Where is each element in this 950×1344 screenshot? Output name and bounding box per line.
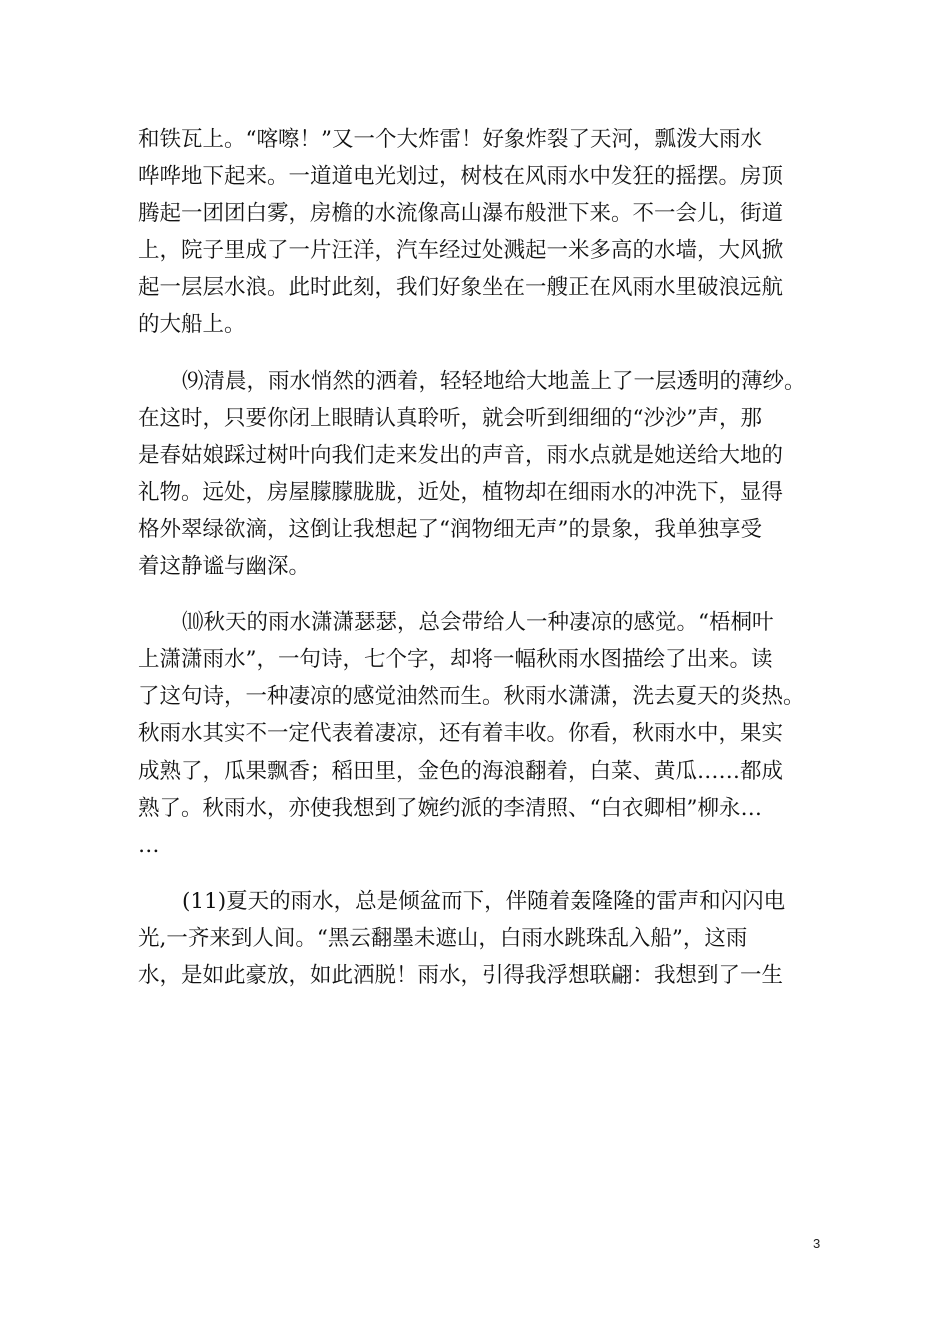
text-line: 起一层层水浪。此时此刻，我们好象坐在一艘正在风雨水里破浪远航 — [138, 275, 784, 301]
page-number: 3 — [813, 1236, 821, 1251]
text-line: … — [138, 832, 160, 858]
text-line: 格外翠绿欲滴，这倒让我想起了“润物细无声”的景象，我单独享受 — [138, 516, 762, 542]
text-line: 礼物。远处，房屋朦朦胧胧，近处，植物却在细雨水的冲洗下，显得 — [138, 479, 784, 505]
text-line: 在这时，只要你闭上眼睛认真聆听，就会听到细细的“沙沙”声，那 — [138, 405, 762, 431]
paragraph-morning — [138, 363, 818, 586]
text-line: 是春姑娘踩过树叶向我们走来发出的声音，雨水点就是她送给大地的 — [138, 442, 784, 468]
text-line: 的大船上。 — [138, 312, 246, 338]
text-line: 哗哗地下起来。一道道电光划过，树枝在风雨水中发狂的摇摆。房顶 — [138, 164, 784, 190]
paragraph-autumn — [138, 604, 818, 864]
text-line: ⑽秋天的雨水潇潇瑟瑟，总会带给人一种凄凉的感觉。“梧桐叶 — [182, 610, 774, 636]
paragraph-summer — [138, 883, 818, 994]
text-line: 成熟了，瓜果飘香；稻田里，金色的海浪翻着，白菜、黄瓜……都成 — [138, 758, 784, 784]
text-line: 腾起一团团白雾，房檐的水流像高山瀑布般泄下来。不一会儿，街道 — [138, 201, 784, 227]
text-line: 上，院子里成了一片汪洋，汽车经过处溅起一米多高的水墙，大风掀 — [138, 238, 784, 264]
text-line: ⑼清晨，雨水悄然的洒着，轻轻地给大地盖上了一层透明的薄纱。 — [182, 368, 806, 394]
body-text — [138, 121, 818, 994]
text-line: 着这静谧与幽深。 — [138, 554, 311, 580]
text-line: (11)夏天的雨水，总是倾盆而下，伴随着轰隆隆的雷声和闪闪电 — [182, 888, 786, 914]
paragraph-storm — [138, 121, 818, 344]
text-line: 秋雨水其实不一定代表着凄凉，还有着丰收。你看，秋雨水中，果实 — [138, 721, 784, 747]
text-line: 熟了。秋雨水，亦使我想到了婉约派的李清照、“白衣卿相”柳永… — [138, 795, 762, 821]
text-line: 了这句诗，一种凄凉的感觉油然而生。秋雨水潇潇，洗去夏天的炎热。 — [138, 684, 805, 710]
text-line: 和铁瓦上。“喀嚓！”又一个大炸雷！好象炸裂了天河，瓢泼大雨水 — [138, 127, 762, 152]
text-line: 上潇潇雨水”，一句诗，七个字，却将一幅秋雨水图描绘了出来。读 — [138, 647, 773, 673]
text-line: 光,一齐来到人间。“黑云翻墨未遮山，白雨水跳珠乱入船”，这雨 — [138, 925, 748, 951]
text-line: 水，是如此豪放，如此洒脱！雨水，引得我浮想联翩：我想到了一生 — [138, 962, 784, 988]
